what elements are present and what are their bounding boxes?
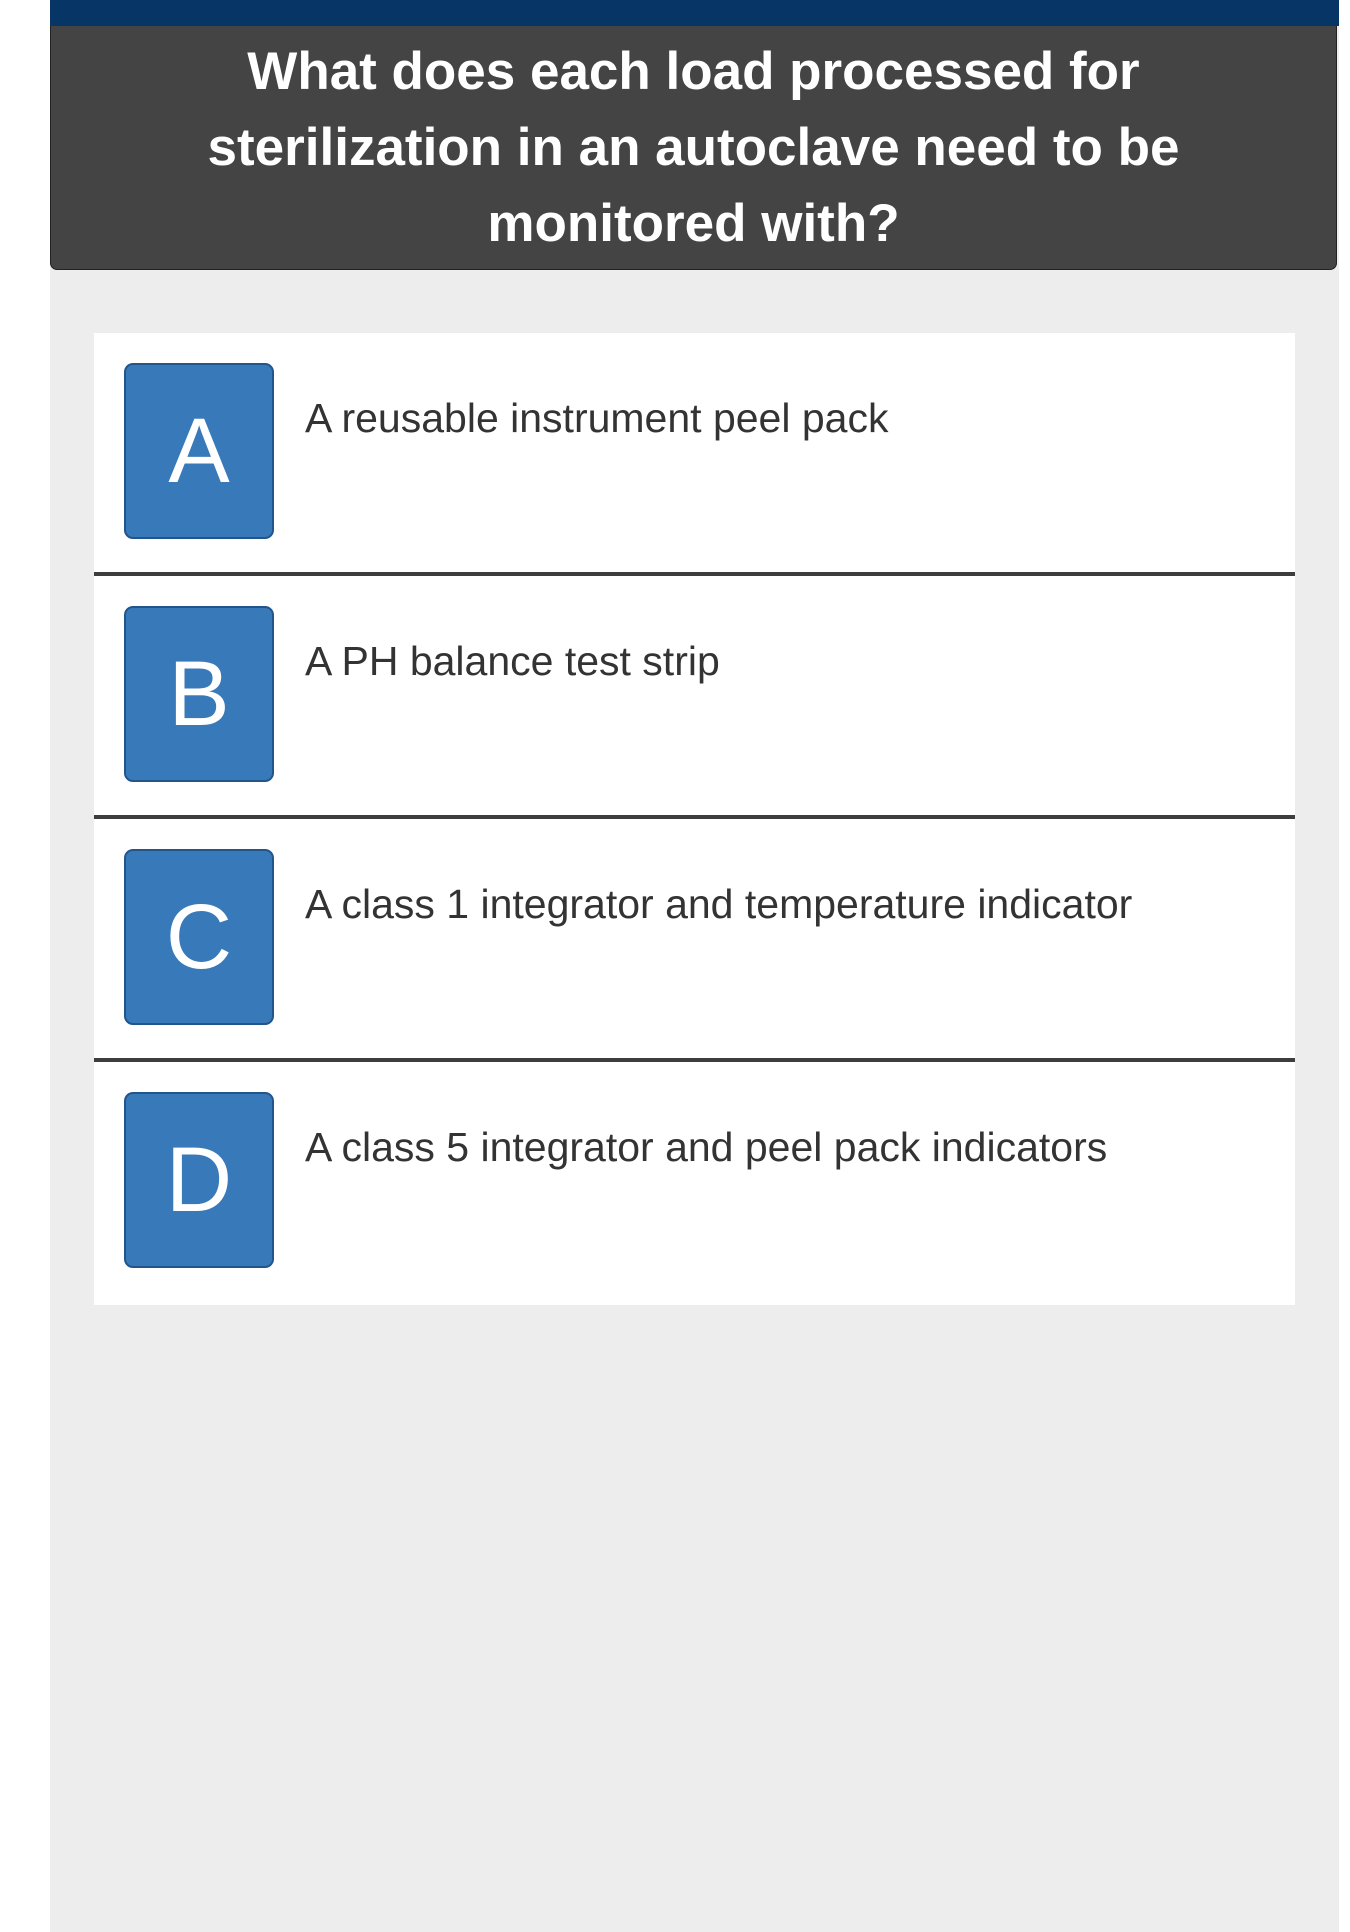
answer-letter-b[interactable]: B	[124, 606, 274, 782]
answer-option-c[interactable]	[94, 819, 1295, 1062]
answer-option-a[interactable]	[94, 333, 1295, 576]
question-panel	[50, 26, 1337, 270]
question-text: What does each load processed for sterilization in an autoclave need to be monitored with?	[207, 41, 1180, 253]
answer-list	[94, 333, 1295, 1305]
answer-option-b[interactable]	[94, 576, 1295, 819]
quiz-page	[50, 0, 1339, 1932]
answer-text-b[interactable]: A PH balance test strip	[305, 638, 720, 684]
answer-letter-d[interactable]: D	[124, 1092, 274, 1268]
answer-letter-c[interactable]: C	[124, 849, 274, 1025]
top-bar	[50, 0, 1339, 26]
answer-text-c[interactable]: A class 1 integrator and temperature indicator	[305, 881, 1133, 927]
answer-text-d[interactable]: A class 5 integrator and peel pack indicators	[305, 1124, 1108, 1170]
answer-option-d[interactable]	[94, 1062, 1295, 1305]
answer-text-a[interactable]: A reusable instrument peel pack	[305, 395, 889, 441]
answer-letter-a[interactable]: A	[124, 363, 274, 539]
